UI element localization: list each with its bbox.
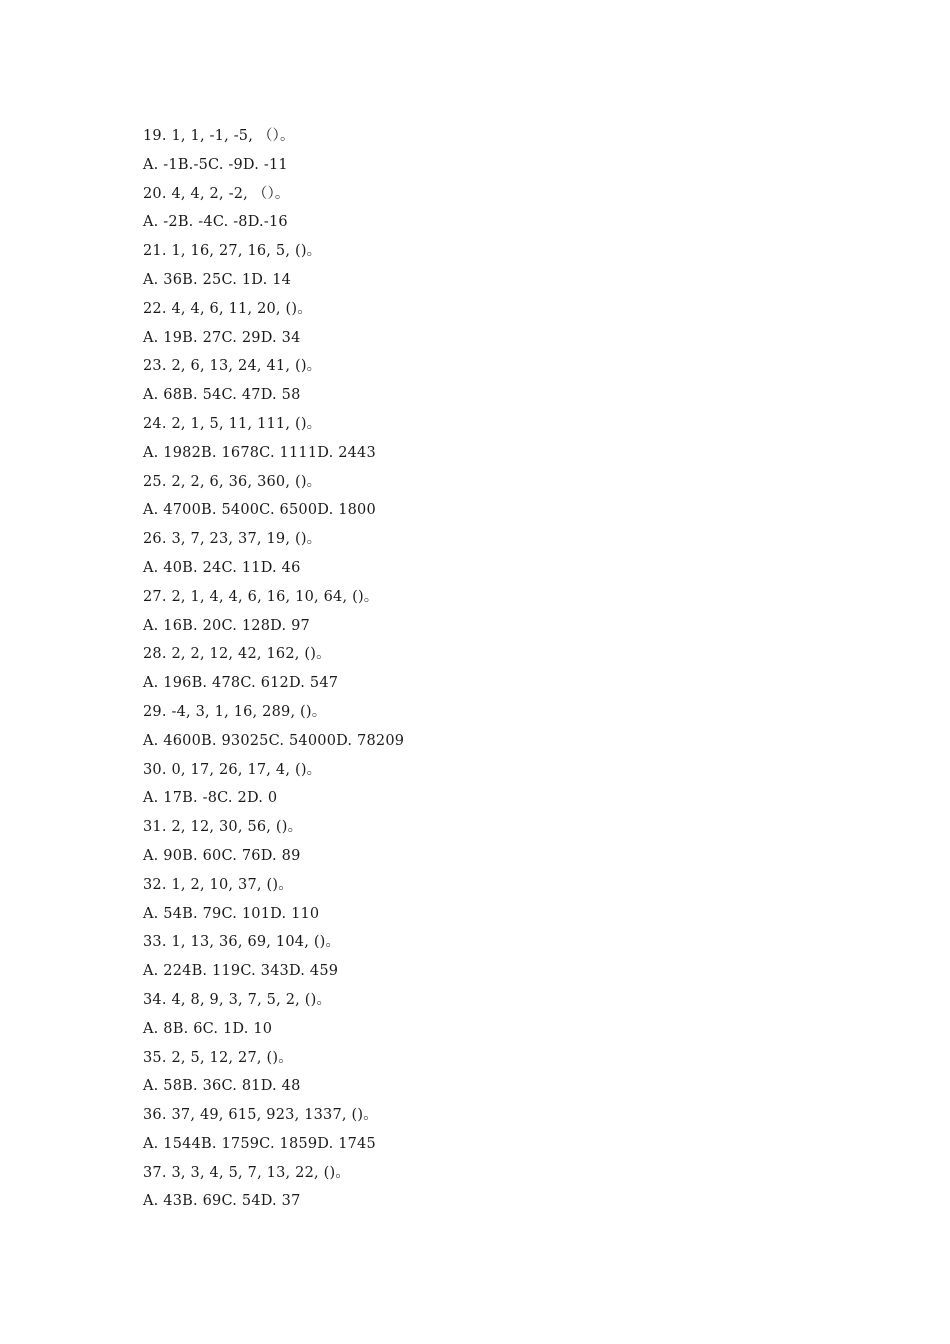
question-35-stem: 35. 2, 5, 12, 27, ()。 bbox=[143, 1049, 293, 1066]
question-26-stem: 26. 3, 7, 23, 37, 19, ()。 bbox=[143, 531, 322, 548]
question-20-options: A. -2B. -4C. -8D.-16 bbox=[143, 214, 288, 231]
question-31-stem: 31. 2, 12, 30, 56, ()。 bbox=[143, 819, 303, 836]
question-27-options: A. 16B. 20C. 128D. 97 bbox=[143, 617, 310, 634]
question-26-options: A. 40B. 24C. 11D. 46 bbox=[143, 559, 301, 576]
question-37-stem: 37. 3, 3, 4, 5, 7, 13, 22, ()。 bbox=[143, 1164, 351, 1181]
question-33-stem: 33. 1, 13, 36, 69, 104, ()。 bbox=[143, 934, 341, 951]
question-19-stem: 19. 1, 1, -1, -5, （）。 bbox=[143, 128, 295, 144]
question-22-options: A. 19B. 27C. 29D. 34 bbox=[143, 329, 301, 346]
question-36-options: A. 1544B. 1759C. 1859D. 1745 bbox=[143, 1135, 376, 1152]
question-34-stem: 34. 4, 8, 9, 3, 7, 5, 2, ()。 bbox=[143, 991, 332, 1008]
question-31-options: A. 90B. 60C. 76D. 89 bbox=[143, 847, 301, 864]
question-25-stem: 25. 2, 2, 6, 36, 360, ()。 bbox=[143, 473, 322, 490]
question-23-stem: 23. 2, 6, 13, 24, 41, ()。 bbox=[143, 358, 322, 375]
question-33-options: A. 224B. 119C. 343D. 459 bbox=[143, 963, 339, 980]
question-27-stem: 27. 2, 1, 4, 4, 6, 16, 10, 64, ()。 bbox=[143, 588, 379, 605]
question-29-stem: 29. -4, 3, 1, 16, 289, ()。 bbox=[143, 703, 327, 720]
question-list bbox=[143, 122, 903, 1216]
question-21-stem: 21. 1, 16, 27, 16, 5, ()。 bbox=[143, 243, 322, 260]
question-28-stem: 28. 2, 2, 12, 42, 162, ()。 bbox=[143, 646, 331, 663]
question-36-stem: 36. 37, 49, 615, 923, 1337, ()。 bbox=[143, 1107, 378, 1124]
question-24-options: A. 1982B. 1678C. 1111D. 2443 bbox=[143, 444, 376, 461]
question-22-stem: 22. 4, 4, 6, 11, 20, ()。 bbox=[143, 300, 312, 317]
question-37-options: A. 43B. 69C. 54D. 37 bbox=[143, 1193, 301, 1210]
question-20-stem: 20. 4, 4, 2, -2, （）。 bbox=[143, 185, 290, 202]
question-24-stem: 24. 2, 1, 5, 11, 111, ()。 bbox=[143, 415, 322, 432]
question-32-options: A. 54B. 79C. 101D. 110 bbox=[143, 905, 320, 922]
question-30-stem: 30. 0, 17, 26, 17, 4, ()。 bbox=[143, 761, 322, 778]
question-25-options: A. 4700B. 5400C. 6500D. 1800 bbox=[143, 502, 376, 519]
question-35-options: A. 58B. 36C. 81D. 48 bbox=[143, 1078, 301, 1095]
question-28-options: A. 196B. 478C. 612D. 547 bbox=[143, 675, 339, 692]
question-32-stem: 32. 1, 2, 10, 37, ()。 bbox=[143, 876, 293, 893]
question-34-options: A. 8B. 6C. 1D. 10 bbox=[143, 1020, 273, 1037]
question-29-options: A. 4600B. 93025C. 54000D. 78209 bbox=[143, 732, 405, 749]
question-23-options: A. 68B. 54C. 47D. 58 bbox=[143, 387, 301, 404]
question-21-options: A. 36B. 25C. 1D. 14 bbox=[143, 271, 292, 288]
question-19-options: A. -1B.-5C. -9D. -11 bbox=[143, 156, 288, 173]
question-30-options: A. 17B. -8C. 2D. 0 bbox=[143, 790, 278, 807]
